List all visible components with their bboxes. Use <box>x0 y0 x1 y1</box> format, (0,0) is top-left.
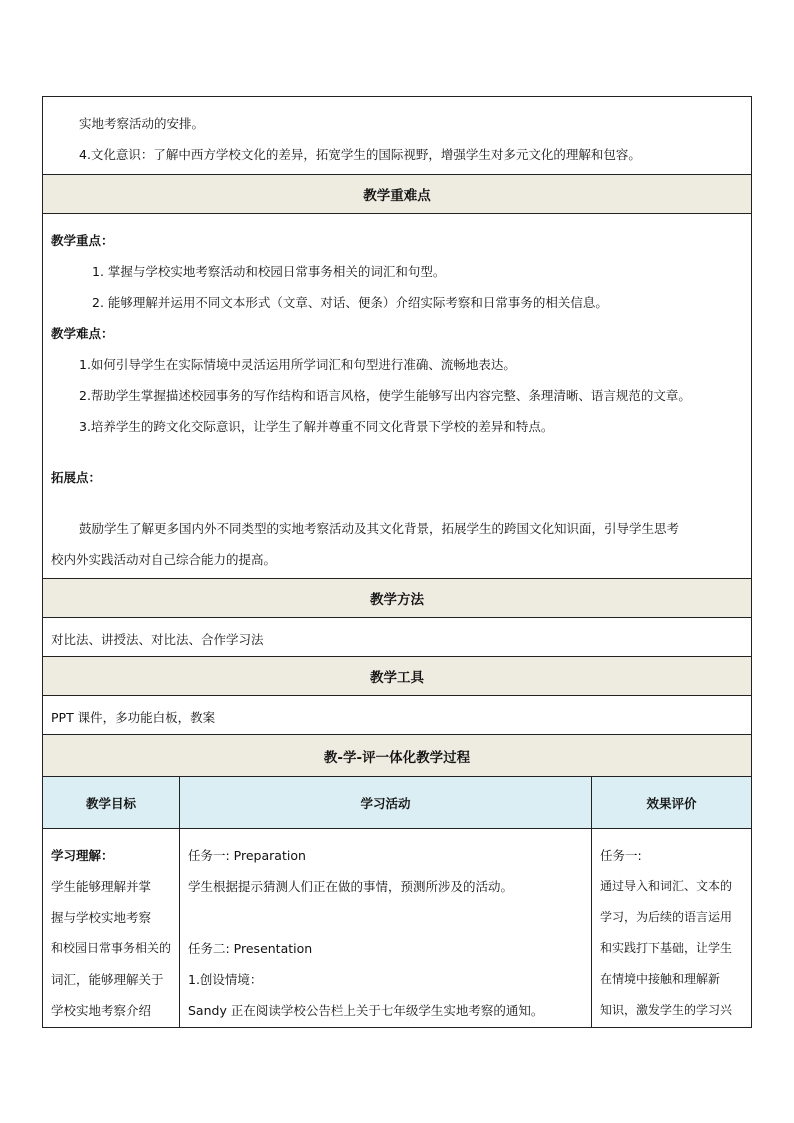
section-header-tools: 教学工具 <box>43 657 751 696</box>
extension-label: 拓展点： <box>51 470 102 485</box>
key-points-label: 教学重点： <box>51 233 114 248</box>
process-column-headers <box>43 777 751 829</box>
goal-line: 和校园日常事务相关的 <box>51 941 172 955</box>
methods-text: 对比法、讲授法、对比法、合作学习法 <box>51 632 264 647</box>
process-row <box>43 829 751 1027</box>
difficult-point-item: 3.培养学生的跨文化交际意识，让学生了解并尊重不同文化背景下学校的差异和特点。 <box>79 419 554 434</box>
goal-line: 握与学校实地考察 <box>51 910 152 925</box>
column-header-goal: 教学目标 <box>43 777 179 828</box>
eval-line: 和实践打下基础，让学生 <box>600 941 733 955</box>
tools-text: PPT 课件，多功能白板，教案 <box>51 710 216 725</box>
section-header-methods: 教学方法 <box>43 579 751 618</box>
evaluation-cell <box>591 829 751 1027</box>
goal-label: 学习理解： <box>51 848 114 863</box>
goal-line: 学校实地考察介绍 <box>51 1003 152 1018</box>
objectives-line-1: 实地考察活动的安排。 <box>79 116 205 131</box>
extension-line: 校内外实践活动对自己综合能力的提高。 <box>51 552 277 567</box>
goal-line: 学生能够理解并掌 <box>51 879 152 894</box>
goal-cell <box>43 829 179 1027</box>
eval-label: 任务一: <box>600 848 642 863</box>
eval-line: 在情境中接触和理解新 <box>600 972 721 986</box>
key-point-item: 1. 掌握与学校实地考察活动和校园日常事务相关的词汇和句型。 <box>92 264 446 279</box>
tools-content <box>43 696 751 735</box>
goal-line: 词汇，能够理解关于 <box>51 972 164 987</box>
task1-desc: 学生根据提示猜测人们正在做的事情，预测所涉及的活动。 <box>188 879 514 894</box>
objectives-line-2: 4.文化意识：了解中西方学校文化的差异，拓宽学生的国际视野，增强学生对多元文化的理解和包容。 <box>79 147 641 162</box>
activity-cell <box>179 829 591 1027</box>
difficult-point-item: 2.帮助学生掌握描述校园事务的写作结构和语言风格，使学生能够写出内容完整、条理清晰、语言规范的文章。 <box>79 388 691 403</box>
extension-line: 鼓励学生了解更多国内外不同类型的实地考察活动及其文化背景，拓展学生的跨国文化知识面，引导学生思考 <box>79 521 680 536</box>
section-header-key-difficult: 教学重难点 <box>43 175 751 214</box>
step1-desc: Sandy 正在阅读学校公告栏上关于七年级学生实地考察的通知。 <box>188 1003 544 1018</box>
task2-title: 任务二: Presentation <box>188 941 313 956</box>
difficult-points-label: 教学难点： <box>51 326 114 341</box>
eval-line: 学习，为后续的语言运用 <box>600 910 733 924</box>
key-point-item: 2. 能够理解并运用不同文本形式（文章、对话、便条）介绍实际考察和日常事务的相关信息。 <box>92 295 608 310</box>
eval-line: 知识，激发学生的学习兴 <box>600 1003 733 1017</box>
step1-title: 1.创设情境： <box>188 972 263 987</box>
lesson-plan-table <box>42 96 752 1028</box>
column-header-activity: 学习活动 <box>179 777 591 828</box>
methods-content <box>43 618 751 657</box>
difficult-point-item: 1.如何引导学生在实际情境中灵活运用所学词汇和句型进行准确、流畅地表达。 <box>79 357 516 372</box>
eval-line: 通过导入和词汇、文本的 <box>600 879 733 893</box>
task1-title: 任务一: Preparation <box>188 848 306 863</box>
key-difficult-content <box>43 214 751 579</box>
section-header-process: 教-学-评一体化教学过程 <box>43 735 751 777</box>
column-header-evaluation: 效果评价 <box>591 777 751 828</box>
objectives-tail <box>43 97 751 175</box>
